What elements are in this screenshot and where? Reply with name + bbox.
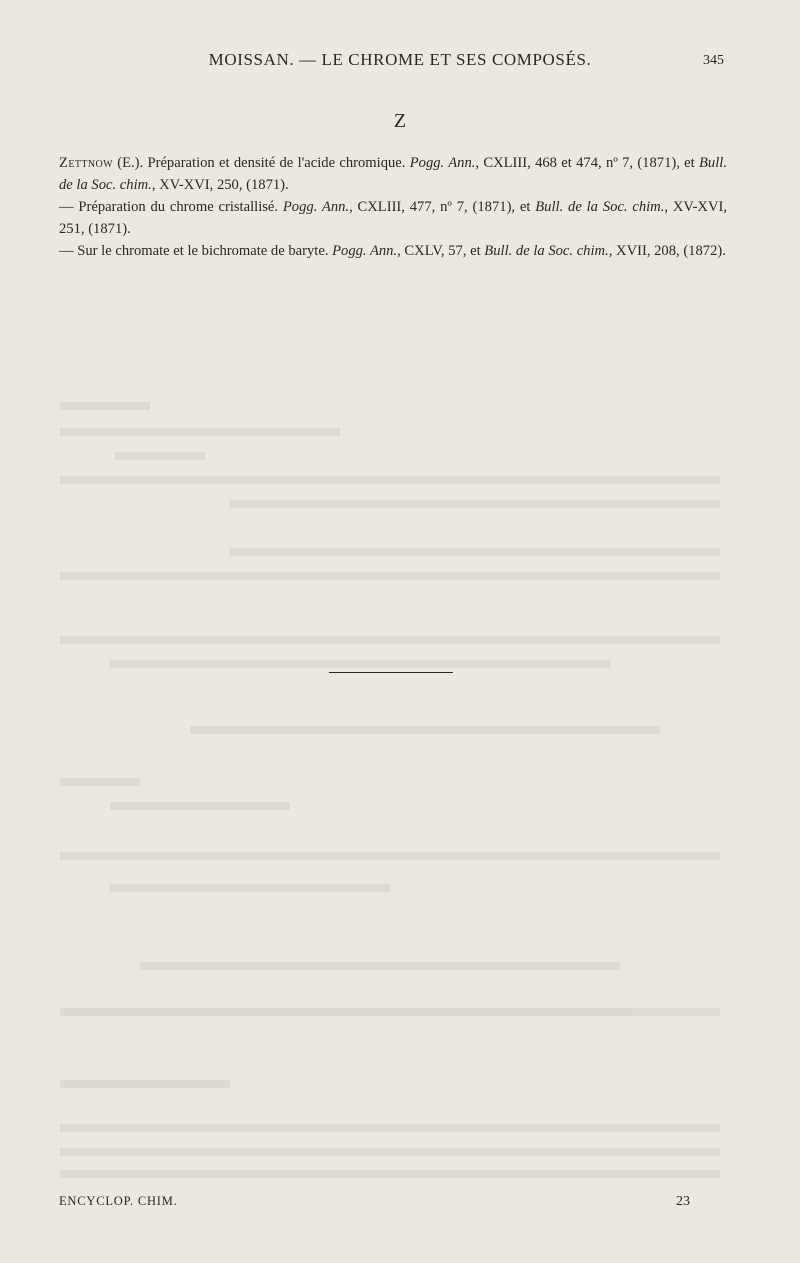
bibliography-entry	[59, 196, 727, 240]
page-footer	[0, 1194, 800, 1216]
section-divider	[329, 672, 453, 673]
signature-number: 23	[676, 1194, 690, 1209]
entry-text: , CXLIII, 468 et 474, nº 7, (1871), et	[475, 155, 700, 171]
bibliography-entry	[59, 240, 727, 262]
entry-text: , XVII, 208, (1872).	[608, 243, 726, 259]
journal-title: Pogg. Ann.	[332, 243, 398, 259]
entry-text: , CXLIII, 477, nº 7, (1871), et	[349, 199, 536, 215]
page-header	[0, 50, 800, 74]
journal-title: Bull. de la Soc. chim.	[484, 243, 609, 259]
section-letter: Z	[393, 110, 407, 132]
page-number: 345	[703, 53, 724, 68]
journal-title: Pogg. Ann.	[282, 199, 350, 215]
bibliography-entry	[59, 152, 727, 196]
running-title: MOISSAN. — LE CHROME ET SES COMPOSÉS.	[208, 50, 592, 69]
signature-mark: ENCYCLOP. CHIM.	[59, 1194, 178, 1208]
journal-title: Bull. de la Soc. chim.	[59, 155, 727, 193]
bibliography-list	[59, 152, 727, 262]
journal-title: Pogg. Ann.	[409, 155, 476, 171]
entry-author: Zettnow	[59, 155, 113, 171]
entry-text: , XV-XVI, 251, (1871).	[59, 199, 728, 237]
entry-text: , CXLV, 57, et	[397, 243, 485, 259]
entry-text: — Préparation du chrome cristallisé.	[59, 199, 283, 215]
entry-text: (E.). Préparation et densité de l'acide chromique.	[112, 155, 410, 171]
journal-title: Bull. de la Soc. chim.	[535, 199, 665, 215]
entry-text: — Sur le chromate et le bichromate de baryte.	[59, 243, 333, 259]
entry-text: , XV-XVI, 250, (1871).	[151, 177, 289, 193]
